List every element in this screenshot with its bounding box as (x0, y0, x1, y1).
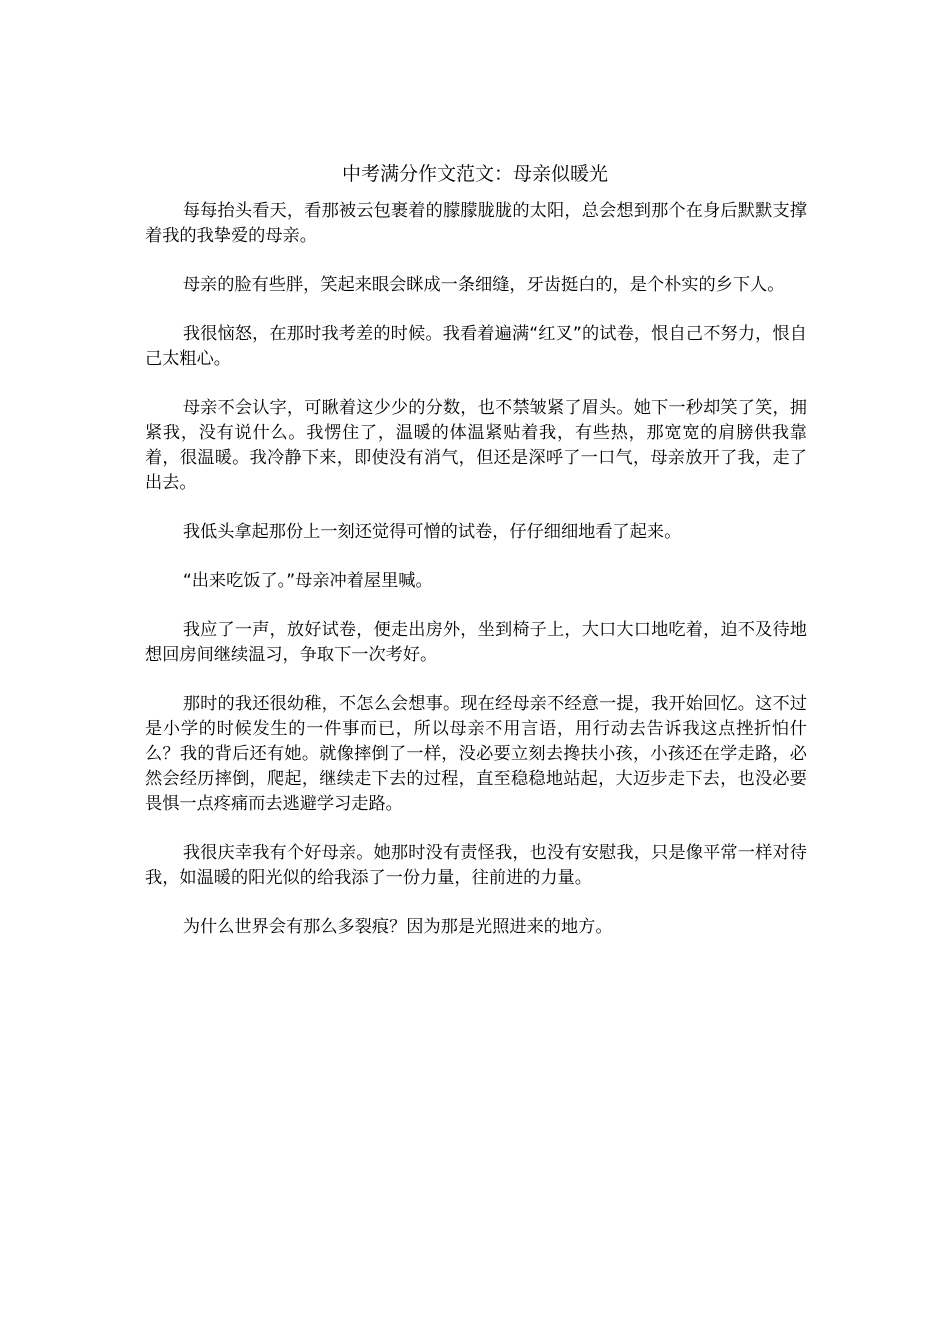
paragraph-7: 我应了一声，放好试卷，便走出房外，坐到椅子上，大口大口地吃着，迫不及待地想回房间继续温习，争取下一次考好。 (145, 620, 807, 665)
paragraph-3: 我很恼怒，在那时我考差的时候。我看着遍满“红叉”的试卷，恨自己不努力，恨自己太粗心。 (145, 324, 807, 369)
paragraph-2: 母亲的脸有些胖，笑起来眼会眯成一条细缝，牙齿挺白的，是个朴实的乡下人。 (182, 275, 785, 295)
essay-body (145, 199, 807, 964)
paragraph-4: 母亲不会认字，可瞅着这少少的分数，也不禁皱紧了眉头。她下一秒却笑了笑，拥紧我，没有说什么。我愣住了，温暖的体温紧贴着我，有些热，那宽宽的肩膀供我靠着，很温暖。我冷静下来，即使没有消气，但还是深呼了一口气，母亲放开了我，走了出去。 (145, 398, 807, 493)
paragraph-8: 那时的我还很幼稚，不怎么会想事。现在经母亲不经意一提，我开始回忆。这不过是小学的时候发生的一件事而已，所以母亲不用言语，用行动去告诉我这点挫折怕什么？我的背后还有她。就像摔倒了一样，没必要立刻去搀扶小孩，小孩还在学走路，必然会经历摔倒，爬起，继续走下去的过程，直至稳稳地站起，大迈步走下去，也没必要畏惧一点疼痛而去逃避学习走路。 (145, 694, 807, 814)
page-title: 中考满分作文范文：母亲似暖光 (341, 163, 608, 185)
paragraph-6: “出来吃饭了。”母亲冲着屋里喊。 (182, 571, 433, 591)
paragraph-1: 每每抬头看天，看那被云包裹着的朦朦胧胧的太阳，总会想到那个在身后默默支撑着我的我挚爱的母亲。 (145, 201, 807, 246)
paragraph-5: 我低头拿起那份上一刻还觉得可憎的试卷，仔仔细细地看了起来。 (182, 522, 682, 542)
paragraph-9: 我很庆幸我有个好母亲。她那时没有责怪我，也没有安慰我，只是像平常一样对待我，如温暖的阳光似的给我添了一份力量，往前进的力量。 (145, 843, 807, 888)
paragraph-10: 为什么世界会有那么多裂痕？因为那是光照进来的地方。 (182, 917, 613, 937)
